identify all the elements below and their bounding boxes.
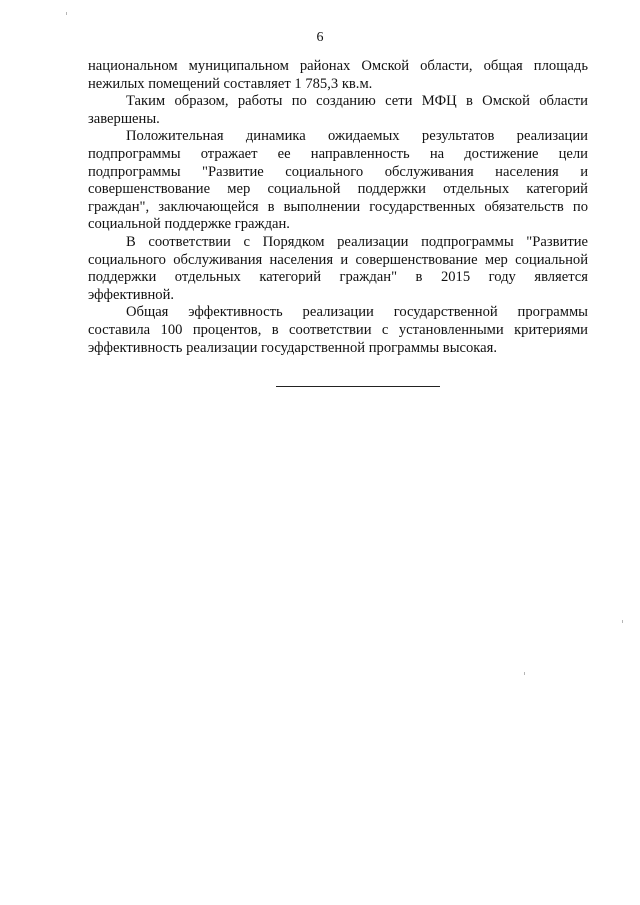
paragraph-1-line-2: нежилых помещений составляет 1 785,3 кв.м. bbox=[88, 75, 373, 92]
paragraph-3-line-2: подпрограммы отражает ее направленность на достижение цели bbox=[88, 145, 588, 162]
paragraph-3-line-1: Положительная динамика ожидаемых результатов реализации bbox=[126, 128, 588, 145]
paragraph-1 bbox=[88, 58, 588, 93]
paragraph-3-line-4: совершенствование мер социальной поддержки отдельных категорий bbox=[88, 181, 588, 198]
paragraph-2 bbox=[88, 93, 588, 128]
paragraph-3-line-3: подпрограммы "Развитие социального обслуживания населения и bbox=[88, 163, 588, 180]
paragraph-3-line-6: социальной поддержке граждан. bbox=[88, 216, 290, 233]
paragraph-4-line-4: эффективной. bbox=[88, 286, 175, 303]
paragraph-2-line-2: завершены. bbox=[88, 110, 160, 127]
paragraph-5-line-3: эффективность реализации государственной программы высокая. bbox=[88, 339, 497, 356]
document-body bbox=[88, 58, 588, 357]
page-number: 6 bbox=[316, 30, 324, 45]
paragraph-5 bbox=[88, 304, 588, 357]
scan-speck bbox=[622, 620, 623, 623]
paragraph-3-line-5: граждан", заключающейся в выполнении государственных обязательств по bbox=[88, 198, 588, 215]
scan-speck bbox=[66, 12, 67, 15]
scan-speck bbox=[524, 672, 525, 675]
paragraph-4-line-3: поддержки отдельных категорий граждан" в 2015 году является bbox=[88, 269, 588, 286]
paragraph-4-line-1: В соответствии с Порядком реализации подпрограммы "Развитие bbox=[126, 233, 588, 250]
paragraph-5-line-1: Общая эффективность реализации государственной программы bbox=[126, 304, 588, 321]
paragraph-4-line-2: социального обслуживания населения и совершенствование мер социальной bbox=[88, 251, 588, 268]
paragraph-2-line-1: Таким образом, работы по созданию сети МФЦ в Омской области bbox=[126, 93, 588, 110]
closing-separator-line bbox=[276, 386, 440, 387]
paragraph-4 bbox=[88, 234, 588, 304]
paragraph-3 bbox=[88, 128, 588, 234]
paragraph-1-line-1: национальном муниципальном районах Омской области, общая площадь bbox=[88, 58, 588, 74]
paragraph-5-line-2: составила 100 процентов, в соответствии с установленными критериями bbox=[88, 321, 588, 338]
